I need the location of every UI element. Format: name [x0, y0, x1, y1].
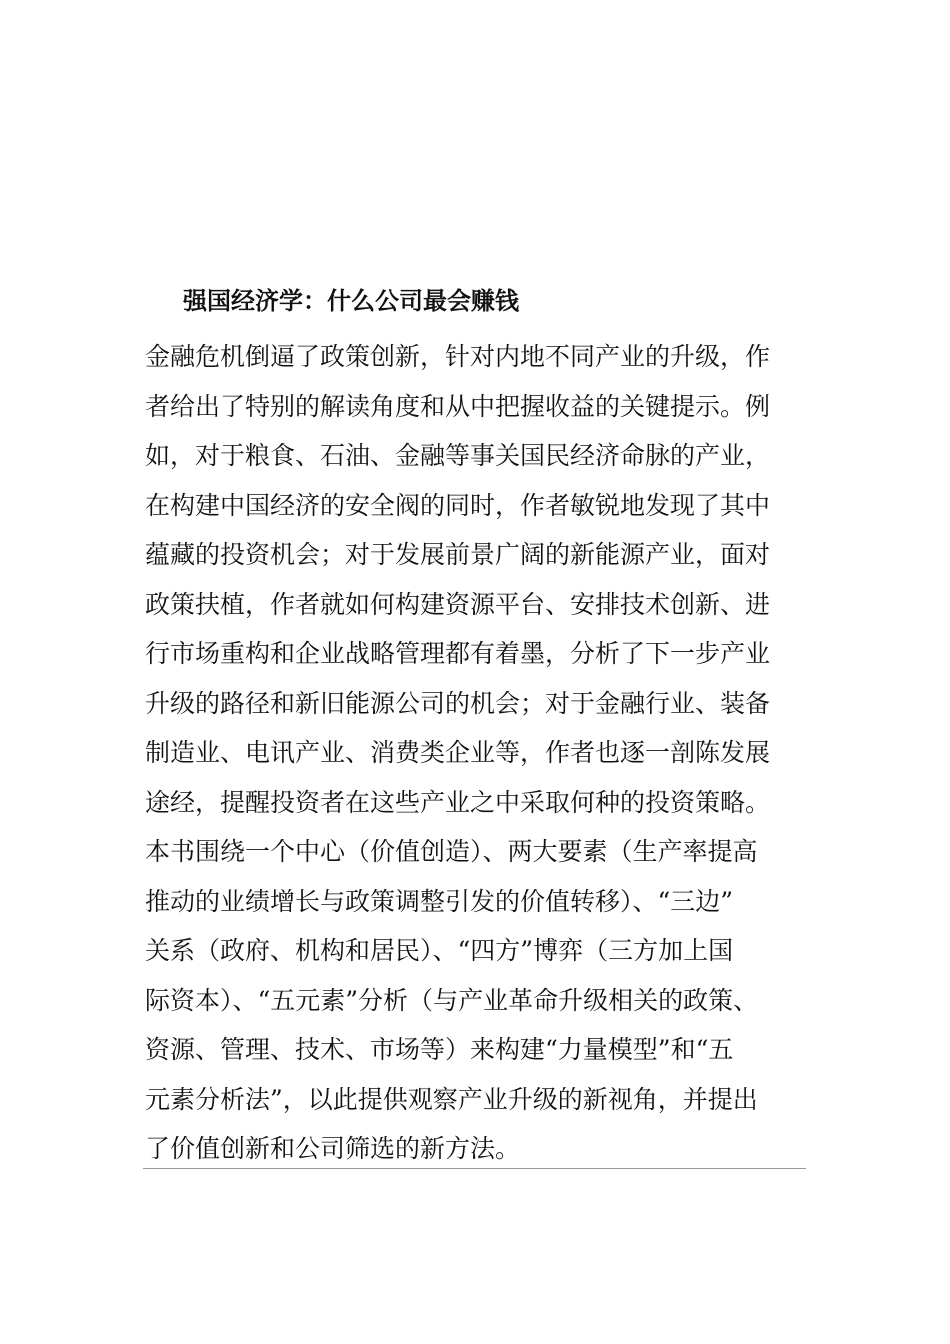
body-line: 政策扶植，作者就如何构建资源平台、安排技术创新、进	[145, 589, 771, 619]
body-line: 元素分析法”，以此提供观察产业升级的新视角，并提出	[145, 1084, 758, 1114]
body-line: 制造业、电讯产业、消费类企业等，作者也逐一剖陈发展	[145, 738, 771, 767]
body-line: 者给出了特别的解读角度和从中把握收益的关键提示。例	[145, 391, 771, 421]
body-line: 关系（政府、机构和居民）、“四方”博弈（三方加上国	[145, 936, 734, 965]
body-line: 途经，提醒投资者在这些产业之中采取何种的投资策略。	[145, 787, 771, 817]
body-line: 了价值创新和公司筛选的新方法。	[145, 1134, 521, 1163]
bottom-divider	[143, 1168, 806, 1169]
body-line: 如，对于粮食、石油、金融等事关国民经济命脉的产业，	[145, 441, 771, 470]
document-title: 强国经济学：什么公司最会赚钱	[183, 286, 519, 315]
body-line: 推动的业绩增长与政策调整引发的价值转移）、“三边”	[145, 886, 734, 916]
body-line: 行市场重构和企业战略管理都有着墨，分析了下一步产业	[145, 639, 771, 668]
document-body	[145, 332, 805, 1174]
body-line: 升级的路径和新旧能源公司的机会；对于金融行业、装备	[145, 688, 771, 718]
body-line: 在构建中国经济的安全阀的同时，作者敏锐地发现了其中	[145, 490, 771, 520]
body-line: 本书围绕一个中心（价值创造）、两大要素（生产率提高	[145, 837, 758, 866]
body-line: 金融危机倒逼了政策创新，针对内地不同产业的升级，作	[145, 342, 771, 371]
body-line: 蕴藏的投资机会；对于发展前景广阔的新能源产业，面对	[145, 540, 771, 569]
body-line: 资源、管理、技术、市场等）来构建“力量模型”和“五	[145, 1035, 734, 1064]
body-line: 际资本）、“五元素”分析（与产业革命升级相关的政策、	[145, 985, 759, 1015]
